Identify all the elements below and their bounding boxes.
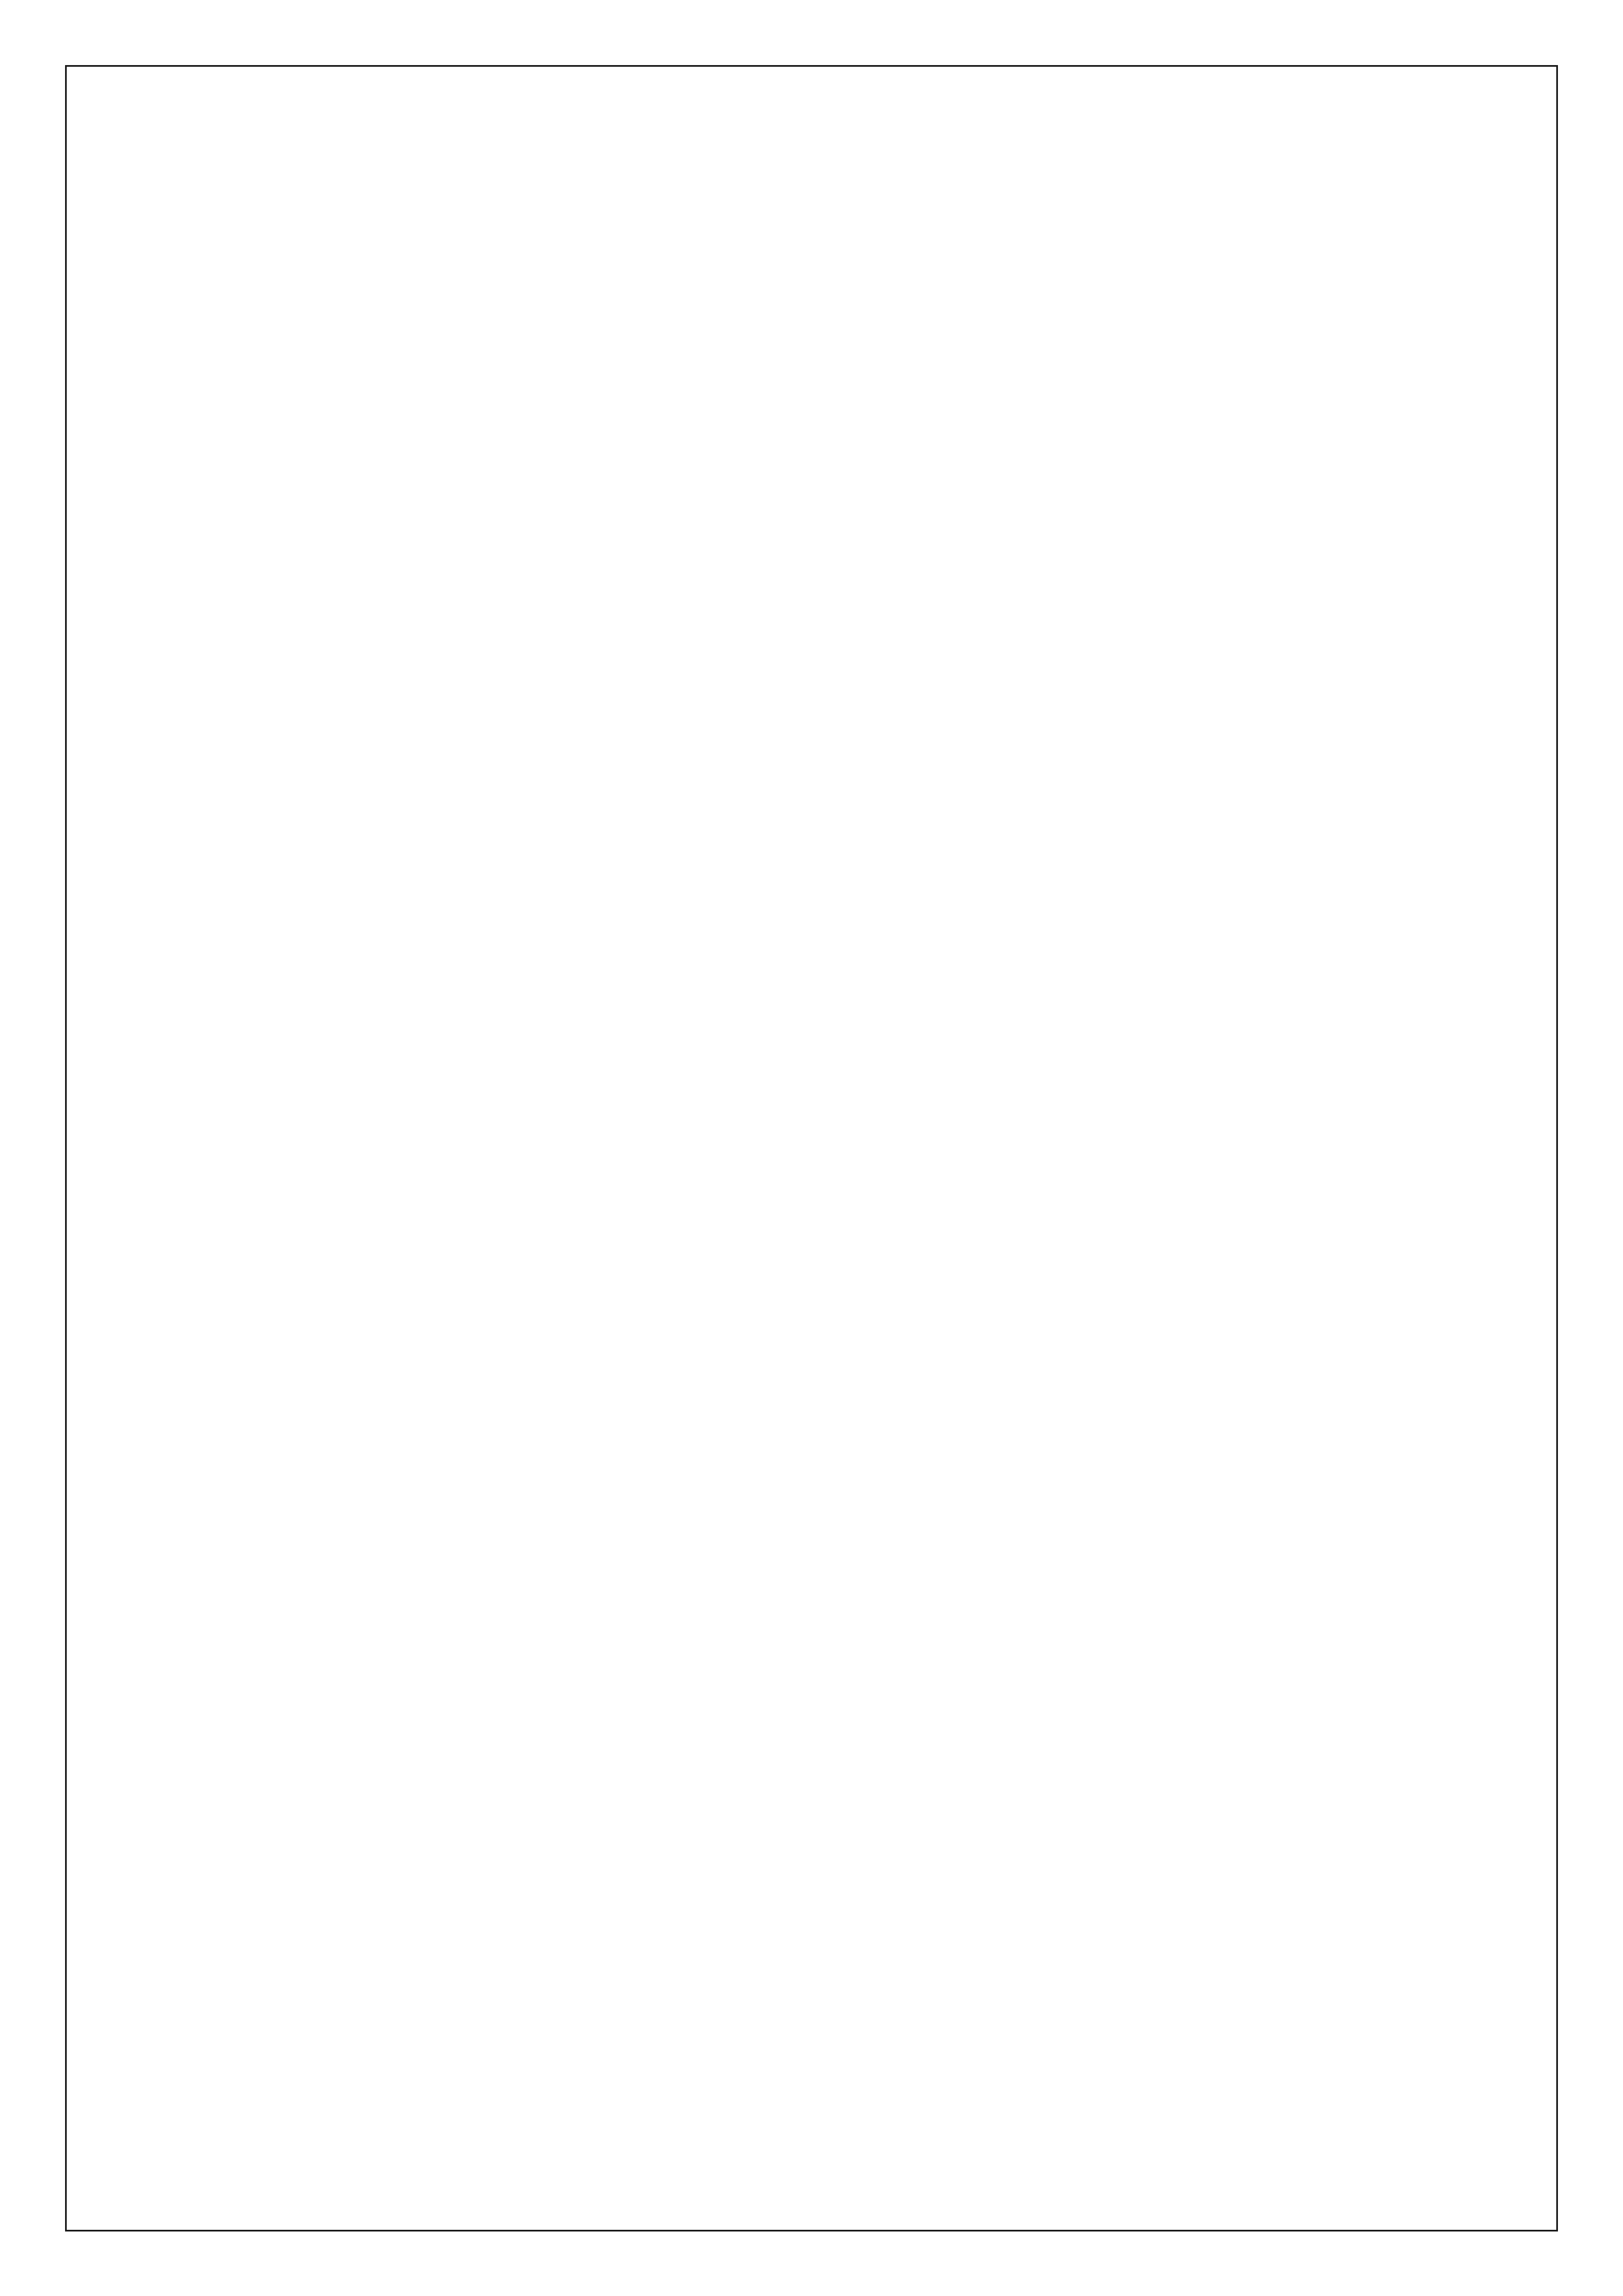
page-border (65, 65, 1558, 2231)
